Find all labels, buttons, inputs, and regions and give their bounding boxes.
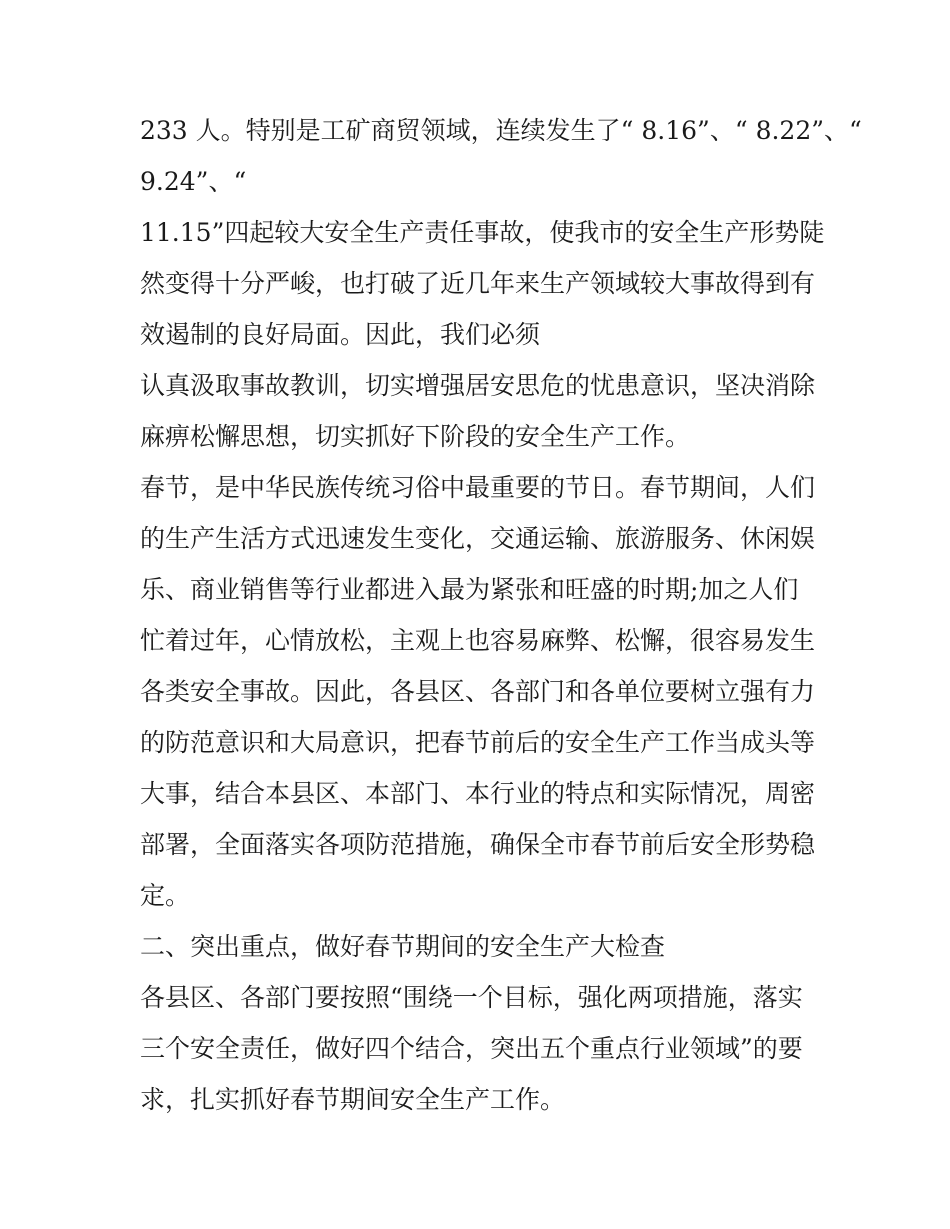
text-line: 认真汲取事故教训，切实增强居安思危的忧患意识，坚决消除	[140, 371, 816, 400]
text-line: 求，扎实抓好春节期间安全生产工作。	[140, 1085, 566, 1114]
text-line: 忙着过年，心情放松，主观上也容易麻弊、松懈，很容易发生	[140, 626, 816, 655]
text-line: 定。	[140, 881, 191, 910]
text-line: 的生产生活方式迅速发生变化，交通运输、旅游服务、休闲娱	[140, 524, 816, 553]
text-line: 各类安全事故。因此，各县区、各部门和各单位要树立强有力	[140, 677, 816, 706]
text-line: 春节，是中华民族传统习俗中最重要的节日。春节期间，人们	[140, 473, 816, 502]
text-line: 233 人。特别是工矿商贸领域，连续发生了“ 8.16”、“ 8.22”、“	[140, 116, 862, 145]
text-line: 三个安全责任，做好四个结合，突出五个重点行业领域”的要	[140, 1034, 803, 1063]
text-line: 11.15”四起较大安全生产责任事故，使我市的安全生产形势陡	[140, 218, 825, 247]
text-line: 各县区、各部门要按照“围绕一个目标，强化两项措施，落实	[140, 983, 803, 1012]
text-line: 的防范意识和大局意识，把春节前后的安全生产工作当成头等	[140, 728, 816, 757]
text-line: 9.24”、“	[140, 167, 247, 196]
text-line: 麻痹松懈思想，切实抓好下阶段的安全生产工作。	[140, 422, 691, 451]
text-line: 乐、商业销售等行业都进入最为紧张和旺盛的时期;加之人们	[140, 575, 799, 604]
text-line: 然变得十分严峻，也打破了近几年来生产领域较大事故得到有	[140, 269, 816, 298]
document-body	[140, 105, 862, 1125]
text-line: 大事，结合本县区、本部门、本行业的特点和实际情况，周密	[140, 779, 816, 808]
text-line: 部署，全面落实各项防范措施，确保全市春节前后安全形势稳	[140, 830, 816, 859]
section-heading: 二、突出重点，做好春节期间的安全生产大检查	[140, 932, 666, 961]
text-line: 效遏制的良好局面。因此，我们必须	[140, 320, 541, 349]
